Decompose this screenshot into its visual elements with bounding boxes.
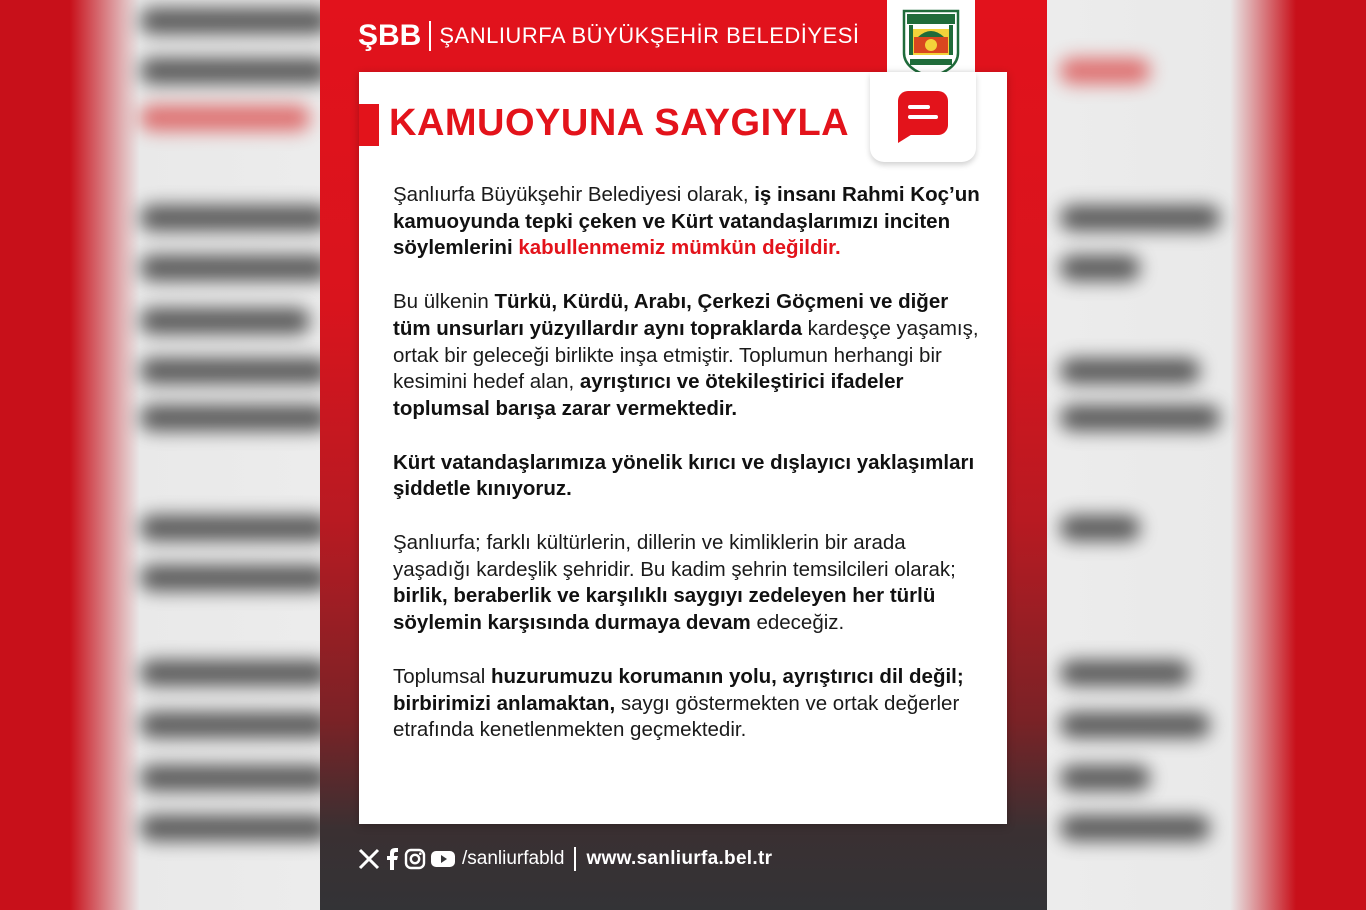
statement-text-segment: kabullenmemiz mümkün değildir. <box>518 236 841 260</box>
brand-separator <box>429 21 431 51</box>
statement-text-segment: birlik, beraberlik ve karşılıklı saygıyı zedeleyen her türlü söylemin karşısında durmaya devam <box>393 584 936 635</box>
statement-paragraph <box>393 182 983 262</box>
chat-tab <box>870 72 976 162</box>
statement-text-segment: ayrıştırıcı ve ötekileştirici ifadeler toplumsal barışa zarar vermektedir. <box>393 370 904 420</box>
instagram-icon[interactable] <box>404 848 426 870</box>
statement-title: KAMUOYUNA SAYGIYLA <box>389 102 850 144</box>
statement-text-segment: iş insanı Rahmi Koç’un kamuoyunda tepki çeken ve Kürt vatandaşlarımızı inciten söylemlerini <box>393 183 980 260</box>
brand-long: ŞANLIURFA BÜYÜKŞEHİR BELEDİYESİ <box>439 23 860 48</box>
statement-paragraph <box>393 289 983 423</box>
footer-separator <box>574 847 576 871</box>
statement-paragraph <box>393 450 983 503</box>
statement-text-segment: Şanlıurfa Büyükşehir Belediyesi olarak, <box>393 183 755 206</box>
statement-text-segment: Bu ülkenin <box>393 290 495 314</box>
statement-text-segment: Toplumsal <box>393 664 491 688</box>
statement-text-segment: kardeşçe yaşamış, ortak bir geleceği birlikte inşa etmiştir. Toplumun herhangi bir kesimini hedef alan, <box>393 316 979 394</box>
youtube-icon[interactable] <box>431 850 455 868</box>
statement-paragraph <box>393 530 983 637</box>
title-accent-bar <box>359 104 379 146</box>
statement-card <box>359 72 1007 824</box>
statement-text-segment: huzurumuzu korumanın yolu, ayrıştırıcı dil değil; birbirimizi anlamaktan, <box>393 664 964 715</box>
header-brand <box>358 18 860 54</box>
facebook-icon[interactable] <box>385 848 399 870</box>
statement-body <box>393 182 983 771</box>
statement-text-segment: saygı göstermekten ve ortak değerler etrafında kenetlenmekten geçmektedir. <box>393 691 960 742</box>
poster <box>320 0 1047 910</box>
x-icon[interactable] <box>358 848 380 870</box>
footer <box>358 844 772 874</box>
brand-short: ŞBB <box>358 19 422 52</box>
statement-text-segment: Şanlıurfa; farklı kültürlerin, dillerin ve kimliklerin bir arada yaşadığı kardeşlik şehridir. Bu kadim şehrin temsilcileri olarak; <box>393 531 956 581</box>
social-handle[interactable]: /sanliurfabld <box>462 848 565 869</box>
municipality-seal-icon <box>898 7 964 79</box>
website-link[interactable]: www.sanliurfa.bel.tr <box>586 848 773 869</box>
statement-text-segment: edeceğiz. <box>750 611 845 635</box>
statement-text-segment: Kürt vatandaşlarımıza yönelik kırıcı ve dışlayıcı yaklaşımları şiddetle kınıyoruz. <box>393 450 975 501</box>
statement-paragraph <box>393 664 983 744</box>
chat-bubble-icon <box>896 89 950 145</box>
statement-text-segment: Türkü, Kürdü, Arabı, Çerkezi Göçmeni ve diğer tüm unsurları yüzyıllardır aynı topraklarda <box>393 290 949 340</box>
